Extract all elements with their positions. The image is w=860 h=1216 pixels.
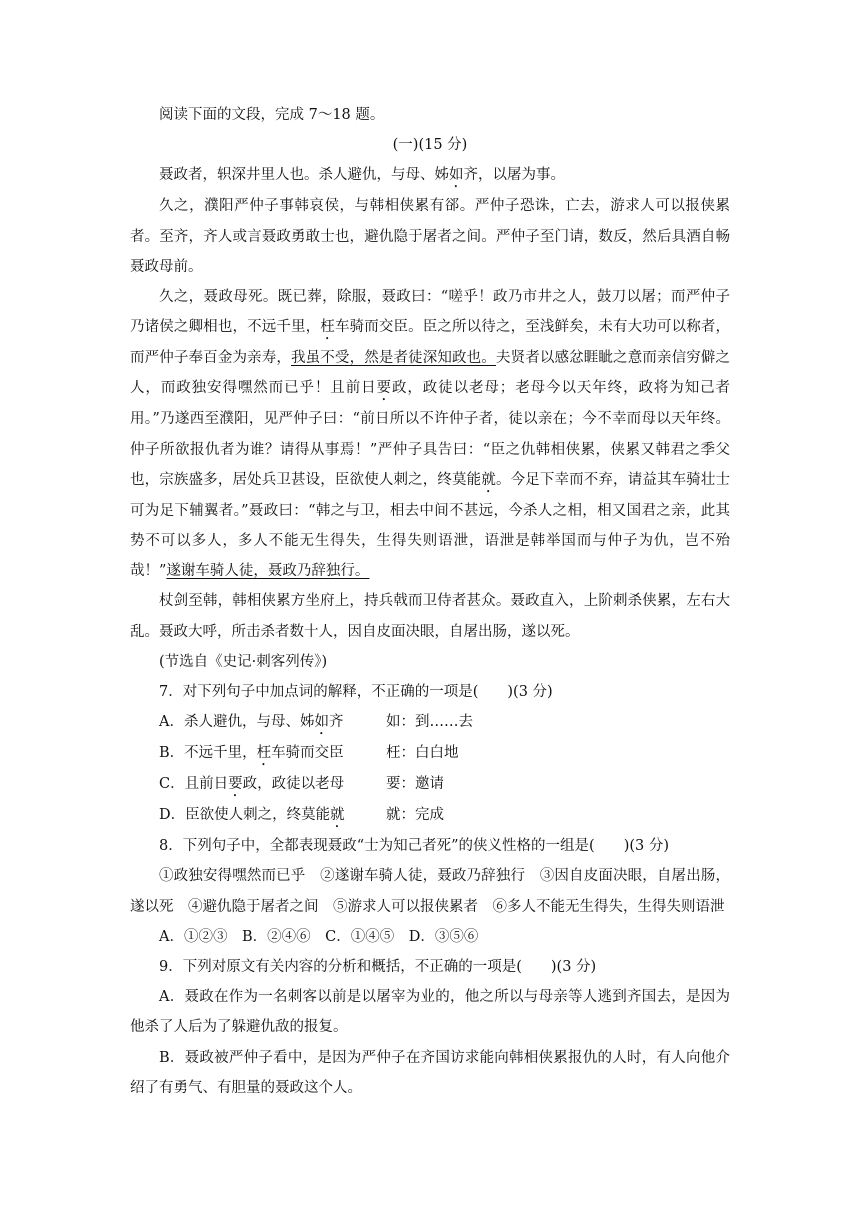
dotted-word: 就 xyxy=(481,471,496,488)
intro-instruction: 阅读下面的文段，完成 7～18 题。 xyxy=(159,107,385,123)
question-9-option-b: B．聂政被严仲子看中，是因为严仲子在齐国访求能向韩相侠累报仇的人时，有人向他介绍了有勇气、有胆量的聂政这个人。 xyxy=(130,1049,730,1096)
section-label: (一)(15 分) xyxy=(392,137,468,154)
dotted-word: 如 xyxy=(449,167,464,184)
passage-source: (节选自《史记·刺客列传》) xyxy=(159,653,328,670)
dotted-word: 枉 xyxy=(320,319,335,336)
question-7-option-b: B．不远千里，枉车骑而交臣 枉：白白地 xyxy=(130,738,730,769)
option-meaning: 如：到……去 xyxy=(386,714,473,731)
question-7-option-a: A．杀人避仇，与母、姊如齐 如：到……去 xyxy=(130,707,730,738)
question-7-stem: 7．对下列句子中加点词的解释，不正确的一项是( )(3 分) xyxy=(159,684,553,701)
underlined-sentence: 遂谢车骑人徒，聂政乃辞独行。 xyxy=(166,563,370,580)
passage-paragraph-2: 久之，濮阳严仲子事韩哀侯，与韩相侠累有郤。严仲子恐诛，亡去，游求人可以报侠累者。至齐，齐人或言聂政勇敢士也，避仇隐于屠者之间。严仲子至门请，数反，然后具酒自畅聂政母前。 xyxy=(130,198,730,275)
document-page xyxy=(130,100,730,1103)
question-8-items: ①政独安得嘿然而已乎 ②遂谢车骑人徒，聂政乃辞独行 ③因自皮面决眼，自屠出肠，遂以死 ④避仇隐于屠者之间 ⑤游求人可以报侠累者 ⑥多人不能无生得失，生得失则语泄 xyxy=(130,868,730,915)
option-meaning: 要：邀请 xyxy=(386,776,444,793)
question-7-option-d: D．臣欲使人刺之，终莫能就 就：完成 xyxy=(130,800,730,831)
passage-paragraph-3: 久之，聂政母死。既已葬，除服，聂政曰：“嗟乎！政乃市井之人，鼓刀以屠；而严仲子乃诸侯之卿相也，不远千里，枉车骑而交臣。臣之所以待之，至浅鲜矣，未有大功可以称者，而严仲子奉百金为亲寿，我虽不受，然是者徒深知政也。夫贤者以感忿睚眦之意而亲信穷僻之人，而政独安得嘿然而已乎！且前日要政，政徒以老母；老母今以天年终，政将为知己者用。”乃遂西至濮阳，见严仲子曰：“前日所以不许仲子者，徒以亲在；今不幸而母以天年终。仲子所欲报仇者为谁？请得从事焉！”严仲子具告曰：“臣之仇韩相侠累，侠累又韩君之季父也，宗族盛多，居处兵卫甚设，臣欲使人刺之，终莫能就。今足下幸而不弃，请益其车骑壮士可为足下辅翼者。”聂政曰：“韩之与卫，相去中间不甚远，今杀人之相，相又国君之亲，此其势不可以多人，多人不能无生得失，生得失则语泄，语泄是韩举国而与仲子为仇，岂不殆哉！”遂谢车骑人徒，聂政乃辞独行。 xyxy=(130,289,731,580)
passage-paragraph-4: 杖剑至韩，韩相侠累方坐府上，持兵戟而卫侍者甚众。聂政直入，上阶刺杀侠累，左右大乱。聂政大呼，所击杀者数十人，因自皮面决眼，自屠出肠，遂以死。 xyxy=(130,593,730,640)
dotted-word: 要 xyxy=(376,380,392,397)
option-meaning: 就：完成 xyxy=(386,807,444,824)
question-8-stem: 8．下列句子中，全都表现聂政“士为知己者死”的侠义性格的一组是( )(3 分) xyxy=(159,838,670,855)
option-meaning: 枉：白白地 xyxy=(386,745,459,762)
question-9-stem: 9．下列对原文有关内容的分析和概括，不正确的一项是( )(3 分) xyxy=(159,959,597,976)
question-7-option-c: C．且前日要政，政徒以老母 要：邀请 xyxy=(130,769,730,800)
question-8-choices: A．①②③ B．②④⑥ C．①④⑤ D．③⑤⑥ xyxy=(159,928,479,945)
underlined-sentence: 我虽不受，然是者徒深知政也。 xyxy=(291,350,496,367)
question-9-option-a: A．聂政在作为一名刺客以前是以屠宰为业的，他之所以与母亲等人逃到齐国去，是因为他杀了人后为了躲避仇敌的报复。 xyxy=(130,989,730,1036)
passage-paragraph-1: 聂政者，轵深井里人也。杀人避仇，与母、姊如齐，以屠为事。 xyxy=(159,167,565,184)
